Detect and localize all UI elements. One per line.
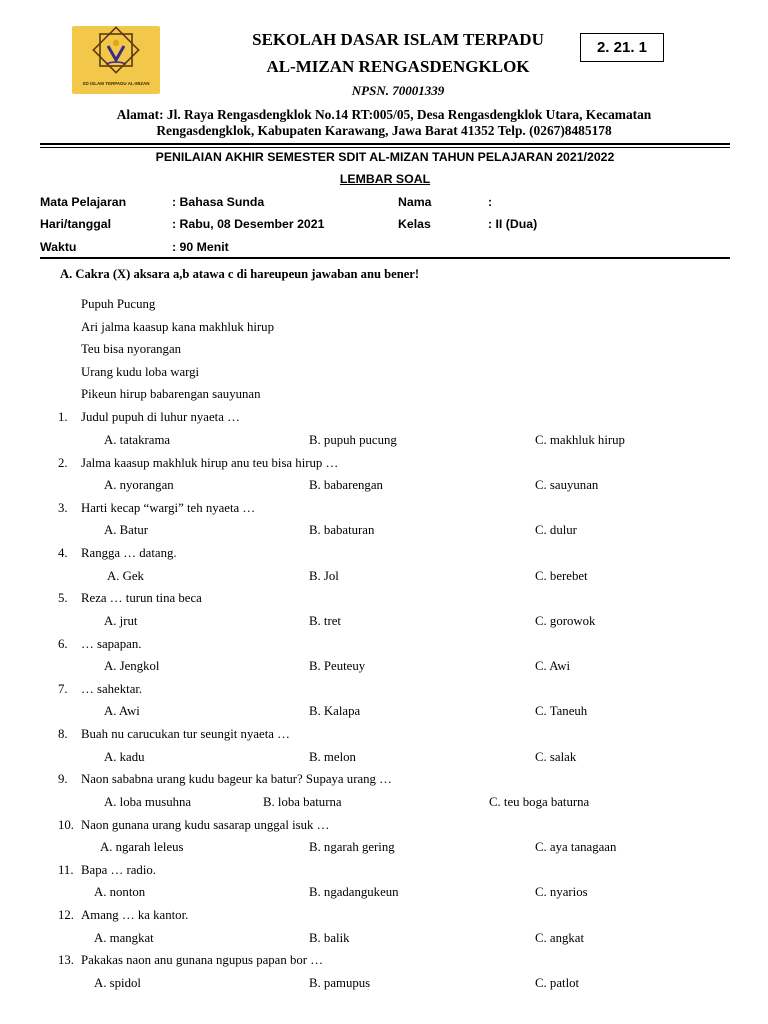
option-c[interactable]: C. berebet	[535, 569, 588, 583]
poem-line: Ari jalma kaasup kana makhluk hirup	[81, 320, 274, 334]
option-a[interactable]: A. nonton	[94, 885, 146, 899]
poem-line: Pikeun hirup babarengan sauyunan	[81, 387, 261, 401]
subject-value: : Bahasa Sunda	[172, 195, 265, 209]
question-text: Naon sababna urang kudu bageur ka batur? Supaya urang …	[81, 772, 392, 786]
logo-caption: SD ISLAM TERPADU AL-MIZAN	[82, 81, 150, 86]
option-a[interactable]: A. tatakrama	[104, 433, 171, 447]
question-number: 11.	[58, 863, 74, 877]
header-divider-thin	[40, 147, 730, 148]
question-number: 5.	[58, 591, 68, 605]
option-b[interactable]: B. ngarah gering	[309, 840, 395, 854]
class-value: : II (Dua)	[488, 217, 538, 231]
option-c[interactable]: C. Awi	[535, 659, 571, 673]
section-a-instruction: A. Cakra (X) aksara a,b atawa c di hareupeun jawaban anu bener!	[60, 267, 420, 281]
option-c[interactable]: C. sauyunan	[535, 478, 599, 492]
poem-line: Urang kudu loba wargi	[81, 365, 200, 379]
option-c[interactable]: C. makhluk hirup	[535, 433, 625, 447]
header-divider-thick	[40, 143, 730, 145]
question-text: Naon gunana urang kudu sasarap unggal isuk …	[81, 818, 330, 832]
poem-line: Pupuh Pucung	[81, 297, 156, 311]
question-number: 12.	[58, 908, 74, 922]
option-a[interactable]: A. Batur	[104, 523, 149, 537]
option-a[interactable]: A. nyorangan	[104, 478, 174, 492]
question-text: Judul pupuh di luhur nyaeta …	[81, 410, 240, 424]
question-number: 6.	[58, 637, 68, 651]
question-number: 4.	[58, 546, 68, 560]
document-code: 2. 21. 1	[580, 33, 664, 62]
question-number: 9.	[58, 772, 68, 786]
question-number: 10.	[58, 818, 74, 832]
option-b[interactable]: B. Peuteuy	[309, 659, 366, 673]
question-text: … sahektar.	[81, 682, 143, 696]
option-a[interactable]: A. Awi	[104, 704, 140, 718]
day-value: : Rabu, 08 Desember 2021	[172, 217, 325, 231]
question-text: … sapapan.	[81, 637, 142, 651]
school-name-line1: SEKOLAH DASAR ISLAM TERPADU	[252, 30, 544, 49]
option-c[interactable]: C. gorowok	[535, 614, 596, 628]
day-label: Hari/tanggal	[40, 217, 112, 231]
exam-title: PENILAIAN AKHIR SEMESTER SDIT AL-MIZAN TAHUN PELAJARAN 2021/2022	[155, 150, 615, 164]
option-a[interactable]: A. mangkat	[94, 931, 154, 945]
option-c[interactable]: C. aya tanagaan	[535, 840, 617, 854]
option-c[interactable]: C. Taneuh	[535, 704, 588, 718]
address-line2: Rengasdengklok, Kabupaten Karawang, Jawa Barat 41352 Telp. (0267)8485178	[156, 123, 612, 138]
class-label: Kelas	[398, 217, 431, 231]
address-line1: Alamat: Jl. Raya Rengasdengklok No.14 RT:005/05, Desa Rengasdengklok Utara, Kecamatan	[116, 107, 652, 122]
option-c[interactable]: C. teu boga baturna	[489, 795, 590, 809]
option-c[interactable]: C. dulur	[535, 523, 577, 537]
question-number: 13.	[58, 953, 74, 967]
npsn: NPSN. 70001339	[351, 83, 445, 98]
question-number: 2.	[58, 456, 68, 470]
option-b[interactable]: B. Kalapa	[309, 704, 361, 718]
option-a[interactable]: A. kadu	[104, 750, 145, 764]
option-c[interactable]: C. angkat	[535, 931, 585, 945]
option-b[interactable]: B. loba baturna	[263, 795, 342, 809]
option-b[interactable]: B. ngadangukeun	[309, 885, 399, 899]
question-number: 8.	[58, 727, 68, 741]
option-b[interactable]: B. balik	[309, 931, 350, 945]
option-b[interactable]: B. babarengan	[309, 478, 383, 492]
option-a[interactable]: A. loba musuhna	[104, 795, 192, 809]
question-number: 7.	[58, 682, 68, 696]
option-c[interactable]: C. salak	[535, 750, 577, 764]
option-b[interactable]: B. tret	[309, 614, 341, 628]
option-b[interactable]: B. Jol	[309, 569, 339, 583]
name-value: :	[488, 195, 493, 209]
question-text: Bapa … radio.	[81, 863, 156, 877]
question-text: Jalma kaasup makhluk hirup anu teu bisa hirup …	[81, 456, 339, 470]
question-text: Buah nu carucukan tur seungit nyaeta …	[81, 727, 290, 741]
sheet-title	[40, 172, 730, 186]
question-text: Harti kecap “wargi” teh nyaeta …	[81, 501, 256, 515]
option-a[interactable]: A. ngarah leleus	[100, 840, 184, 854]
school-name-line2: AL-MIZAN RENGASDENGKLOK	[266, 57, 530, 76]
option-c[interactable]: C. nyarios	[535, 885, 588, 899]
time-value: : 90 Menit	[172, 240, 229, 254]
option-a[interactable]: A. Jengkol	[104, 659, 160, 673]
question-number: 1.	[58, 410, 68, 424]
question-text: Reza … turun tina beca	[81, 591, 202, 605]
question-text: Amang … ka kantor.	[81, 908, 189, 922]
option-c[interactable]: C. patlot	[535, 976, 580, 990]
info-divider	[40, 257, 730, 259]
option-b[interactable]: B. melon	[309, 750, 356, 764]
time-label: Waktu	[40, 240, 77, 254]
question-text: Pakakas naon anu gunana ngupus papan bor …	[81, 953, 324, 967]
subject-label: Mata Pelajaran	[40, 195, 127, 209]
question-number: 3.	[58, 501, 68, 515]
option-b[interactable]: B. babaturan	[309, 523, 375, 537]
poem-line: Teu bisa nyorangan	[81, 342, 182, 356]
option-a[interactable]: A. spidol	[94, 976, 141, 990]
name-label: Nama	[398, 195, 432, 209]
option-b[interactable]: B. pamupus	[309, 976, 371, 990]
option-a[interactable]: A. Gek	[107, 569, 144, 583]
option-a[interactable]: A. jrut	[104, 614, 138, 628]
option-b[interactable]: B. pupuh pucung	[309, 433, 397, 447]
sheet-title-text: LEMBAR SOAL	[339, 172, 431, 186]
question-text: Rangga … datang.	[81, 546, 177, 560]
